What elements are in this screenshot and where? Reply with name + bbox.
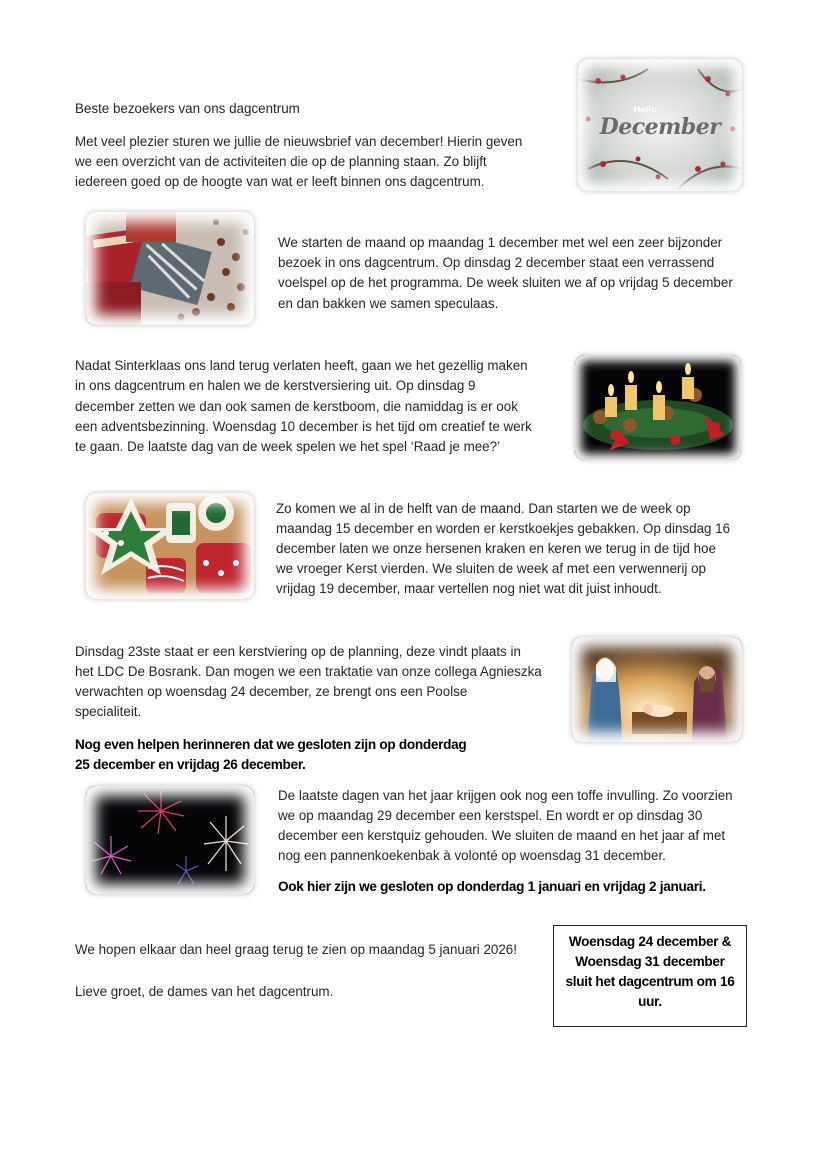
- closed-reminder-line: Nog even helpen herinneren dat we gesloten zijn op donderdag: [75, 737, 467, 752]
- notice-line: Woensdag 24 december &: [568, 934, 732, 949]
- week4-line: het LDC De Bosrank. Dan mogen we een traktatie van onze collega Agnieszka: [75, 664, 542, 679]
- christmas-cookies-image: [86, 493, 254, 599]
- week4-line: specialiteit.: [75, 704, 142, 719]
- week2-line: Nadat Sinterklaas ons land terug verlaten heeft, gaan we het gezellig maken: [75, 358, 528, 373]
- week3-line: maandag 15 december en worden er kerstkoekjes gebakken. Op dinsdag 16: [276, 521, 731, 536]
- intro-line: we een overzicht van de activiteiten die op de planning staan. Zo blijft: [75, 154, 487, 169]
- signoff-text: Lieve groet, de dames van het dagcentrum.: [75, 984, 334, 999]
- week1-line: We starten de maand op maandag 1 december met wel een zeer bijzonder: [278, 235, 723, 250]
- sinterklaas-gifts-image: [86, 212, 254, 325]
- week2-line: in ons dagcentrum en halen we de kerstversiering uit. Op dinsdag 9: [75, 378, 476, 393]
- week3-line: december laten we onze hersenen kraken en keren we terug in de tijd hoe: [276, 541, 716, 556]
- week1-line: voelspel op de het programma. De week sluiten we af op vrijdag 5 december: [278, 275, 733, 290]
- december-label: December: [599, 114, 721, 140]
- early-closing-notice: [553, 925, 747, 1027]
- fireworks-image: [86, 786, 254, 894]
- week2-line: te gaan. De laatste dag van de week spelen we het spel ‘Raad je mee?’: [75, 439, 501, 454]
- week1-line: en dan bakken we samen speculaas.: [278, 296, 499, 311]
- week1-line: bezoek in ons dagcentrum. Op dinsdag 2 december staat een verrassend: [278, 255, 715, 270]
- closed-reminder-line: 25 december en vrijdag 26 december.: [75, 757, 306, 772]
- week3-line: Zo komen we al in de helft van de maand. Dan starten we de week op: [276, 501, 691, 516]
- closing-text: We hopen elkaar dan heel graag terug te zien op maandag 5 januari 2026!: [75, 942, 517, 957]
- greeting: Beste bezoekers van ons dagcentrum: [75, 101, 300, 116]
- week3-line: we vroeger Kerst vierden. We sluiten de week af met een verwennerij op: [276, 561, 706, 576]
- nativity-image: [572, 637, 742, 742]
- intro-line: iedereen goed op de hoogte van wat er leeft binnen ons dagcentrum.: [75, 174, 485, 189]
- week4-line: verwachten op woensdag 24 december, ze brengt ons een Poolse: [75, 684, 468, 699]
- notice-line: uur.: [638, 994, 662, 1009]
- advent-wreath-image: [575, 355, 741, 460]
- intro-line: Met veel plezier sturen we jullie de nieuwsbrief van december! Hierin geven: [75, 134, 523, 149]
- week5-line: nog een pannenkoekenbak à volonté op woensdag 31 december.: [278, 848, 666, 863]
- notice-line: sluit het dagcentrum om 16: [565, 974, 735, 989]
- week3-line: vrijdag 19 december, maar vertellen nog niet wat dit juist inhoudt.: [276, 581, 662, 596]
- week4-line: Dinsdag 23ste staat er een kerstviering op de planning, deze vindt plaats in: [75, 644, 521, 659]
- notice-line: Woensdag 31 december: [575, 954, 725, 969]
- week2-line: december zetten we dan ook samen de kerstboom, die namiddag is er ook: [75, 399, 518, 414]
- hello-label: Hello: [633, 105, 657, 114]
- closed-reminder-2: Ook hier zijn we gesloten op donderdag 1 januari en vrijdag 2 januari.: [278, 879, 706, 894]
- hello-december-image: [578, 59, 742, 191]
- week5-line: december een kerstquiz gehouden. We sluiten de maand en het jaar af met: [278, 828, 726, 843]
- week5-line: De laatste dagen van het jaar krijgen ook nog een toffe invulling. Zo voorzien: [278, 788, 733, 803]
- week2-line: een adventsbezinning. Woensdag 10 december is het tijd om creatief te werk: [75, 419, 532, 434]
- week5-line: we op maandag 29 december een kerstspel. En wordt er op dinsdag 30: [278, 808, 703, 823]
